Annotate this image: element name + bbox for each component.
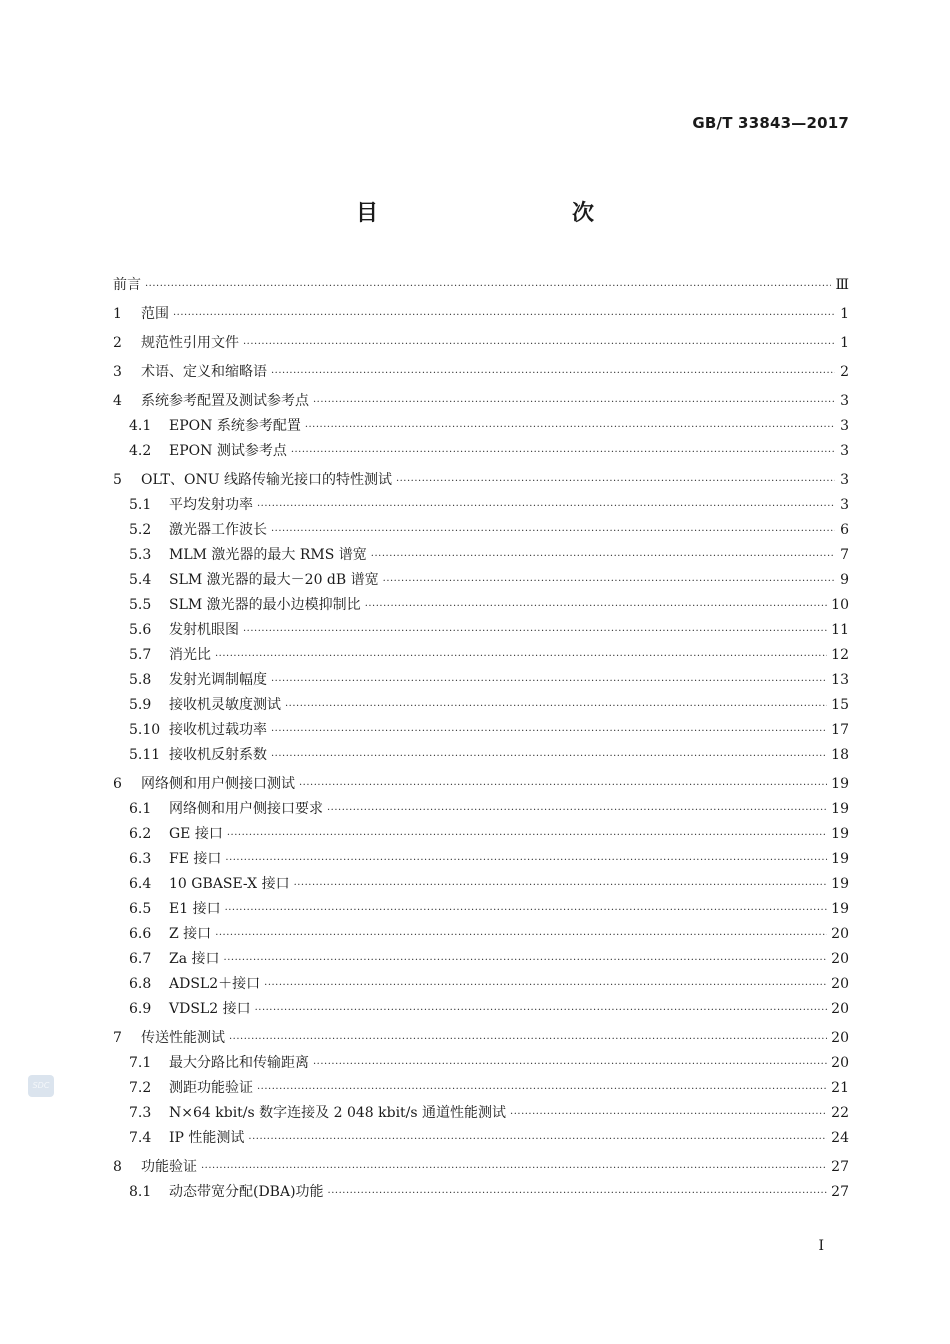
toc-leader-dots (173, 306, 835, 326)
toc-entry-label: GE 接口 (169, 826, 223, 842)
toc-entry-label: 范围 (141, 306, 169, 322)
toc-leader-dots (257, 1080, 827, 1100)
toc-leader-dots (229, 1030, 827, 1050)
toc-entry-label: 平均发射功率 (169, 497, 253, 513)
toc-leader-dots (305, 418, 835, 438)
toc-entry[interactable] (113, 695, 849, 720)
toc-entry-number: 6.6 (129, 926, 152, 942)
toc-entry-number: 6.1 (129, 801, 152, 817)
toc-entry-label: 网络侧和用户侧接口测试 (141, 776, 295, 792)
toc-entry[interactable] (113, 670, 849, 695)
toc-leader-dots (327, 801, 827, 821)
toc-entry-number: 6.8 (129, 976, 152, 992)
toc-entry-label: Z 接口 (169, 926, 212, 942)
toc-leader-dots (383, 572, 835, 592)
watermark-stamp: SDC (28, 1075, 54, 1097)
toc-leader-dots (225, 901, 828, 921)
toc-leader-dots (271, 747, 827, 767)
toc-entry-number: 6.2 (129, 826, 152, 842)
toc-entry-number: 6.4 (129, 876, 152, 892)
toc-entry-page: 20 (831, 951, 849, 967)
toc-leader-dots (145, 277, 831, 297)
footer-page-number: I (818, 1238, 824, 1254)
toc-entry[interactable] (113, 1053, 849, 1078)
toc-entry-label: 测距功能验证 (169, 1080, 253, 1096)
toc-entry-number: 7.4 (129, 1130, 152, 1146)
toc-entry-number: 6.9 (129, 1001, 152, 1017)
toc-entry-label: SLM 激光器的最小边模抑制比 (169, 597, 361, 613)
toc-entry-label: 规范性引用文件 (141, 335, 239, 351)
toc-entry-number: 4 (113, 393, 122, 409)
toc-entry-label: IP 性能测试 (169, 1130, 245, 1146)
toc-entry-page: 3 (840, 497, 849, 513)
toc-entry-page: 6 (840, 522, 849, 538)
toc-entry-number: 5.7 (129, 647, 152, 663)
toc-entry-label: 接收机过载功率 (169, 722, 267, 738)
toc-entry-label: 功能验证 (141, 1159, 197, 1175)
toc-entry[interactable] (113, 520, 849, 545)
toc-leader-dots (365, 597, 827, 617)
toc-entry-page: 1 (840, 335, 849, 351)
toc-leader-dots (396, 472, 835, 492)
toc-entry-number: 5.2 (129, 522, 152, 538)
toc-entry-page: 21 (831, 1080, 849, 1096)
toc-entry[interactable] (113, 1128, 849, 1153)
toc-entry[interactable] (113, 416, 849, 441)
toc-leader-dots (271, 722, 827, 742)
toc-entry[interactable] (113, 645, 849, 670)
toc-entry-page: 22 (831, 1105, 849, 1121)
toc-leader-dots (243, 335, 835, 355)
toc-entry-label: 传送性能测试 (141, 1030, 225, 1046)
toc-entry-number: 5.3 (129, 547, 152, 563)
toc-entry-label: 发射机眼图 (169, 622, 239, 638)
toc-entry[interactable] (113, 1157, 849, 1182)
toc-entry-number: 6.7 (129, 951, 152, 967)
toc-entry-label: EPON 测试参考点 (169, 443, 287, 459)
toc-entry-page: 19 (831, 901, 849, 917)
toc-leader-dots (371, 547, 835, 567)
toc-entry-page: 17 (831, 722, 849, 738)
toc-entry-number: 4.1 (129, 418, 152, 434)
toc-entry[interactable] (113, 391, 849, 416)
toc-entry-page: 20 (831, 926, 849, 942)
toc-entry-number: 1 (113, 306, 122, 322)
toc-leader-dots (215, 647, 827, 667)
toc-entry-page: 13 (831, 672, 849, 688)
toc-entry[interactable] (113, 570, 849, 595)
toc-entry-page: 19 (831, 876, 849, 892)
toc-entry[interactable] (113, 745, 849, 770)
toc-entry-label: ADSL2＋接口 (169, 976, 261, 992)
toc-entry-number: 5.1 (129, 497, 152, 513)
toc-entry-number: 5.6 (129, 622, 152, 638)
toc-entry-label: 激光器工作波长 (169, 522, 267, 538)
standard-number: GB/T 33843—2017 (692, 114, 849, 132)
toc-entry[interactable] (113, 774, 849, 799)
toc-entry-number: 7.3 (129, 1105, 152, 1121)
toc-leader-dots (271, 672, 827, 692)
toc-entry-label: FE 接口 (169, 851, 222, 867)
toc-entry[interactable] (113, 1182, 849, 1207)
toc-entry-label: 最大分路比和传输距离 (169, 1055, 309, 1071)
toc-leader-dots (313, 393, 835, 413)
toc-entry[interactable] (113, 849, 849, 874)
toc-entry-page: 19 (831, 826, 849, 842)
toc-entry-page: 10 (831, 597, 849, 613)
toc-entry-number: 5.4 (129, 572, 152, 588)
toc-entry-page: 7 (840, 547, 849, 563)
toc-entry[interactable] (113, 949, 849, 974)
toc-entry-number: 7.2 (129, 1080, 152, 1096)
toc-entry-number: 5.5 (129, 597, 152, 613)
toc-entry[interactable] (113, 874, 849, 899)
toc-entry-page: 19 (831, 776, 849, 792)
toc-entry-label: 术语、定义和缩略语 (141, 364, 267, 380)
toc-entry-number: 5.10 (129, 722, 161, 738)
toc-entry-page: 3 (840, 472, 849, 488)
toc-entry[interactable] (113, 924, 849, 949)
toc-entry-number: 5.9 (129, 697, 152, 713)
toc-entry[interactable] (113, 1078, 849, 1103)
toc-entry-label: N×64 kbit/s 数字连接及 2 048 kbit/s 通道性能测试 (169, 1105, 507, 1121)
toc-entry-page: 12 (831, 647, 849, 663)
toc-entry-page: 3 (840, 418, 849, 434)
toc-entry-label: 消光比 (169, 647, 211, 663)
toc-entry[interactable] (113, 333, 849, 358)
toc-leader-dots (285, 697, 827, 717)
toc-entry[interactable] (113, 470, 849, 495)
toc-entry-number: 5.11 (129, 747, 161, 763)
toc-entry[interactable] (113, 799, 849, 824)
toc-entry-label: 接收机反射系数 (169, 747, 267, 763)
toc-entry-label: 前言 (113, 277, 141, 293)
table-of-contents (113, 275, 849, 1207)
toc-leader-dots (291, 443, 835, 463)
toc-leader-dots (215, 926, 827, 946)
toc-leader-dots (299, 776, 827, 796)
toc-leader-dots (255, 1001, 828, 1021)
toc-entry[interactable] (113, 275, 849, 300)
toc-entry[interactable] (113, 720, 849, 745)
toc-entry-label: OLT、ONU 线路传输光接口的特性测试 (141, 472, 392, 488)
toc-entry-label: VDSL2 接口 (169, 1001, 251, 1017)
toc-leader-dots (313, 1055, 827, 1075)
toc-entry-page: 27 (831, 1159, 849, 1175)
toc-leader-dots (294, 876, 828, 896)
toc-entry-page: 3 (840, 443, 849, 459)
toc-entry-number: 6 (113, 776, 122, 792)
toc-leader-dots (271, 364, 835, 384)
toc-entry-label: MLM 激光器的最大 RMS 谱宽 (169, 547, 367, 563)
toc-entry-page: 20 (831, 1055, 849, 1071)
toc-entry[interactable] (113, 974, 849, 999)
toc-entry-label: 10 GBASE-X 接口 (169, 876, 290, 892)
toc-leader-dots (224, 951, 828, 971)
toc-entry-number: 7 (113, 1030, 122, 1046)
toc-entry-number: 8 (113, 1159, 122, 1175)
toc-entry-label: 网络侧和用户侧接口要求 (169, 801, 323, 817)
toc-entry-number: 7.1 (129, 1055, 152, 1071)
toc-entry-number: 8.1 (129, 1184, 152, 1200)
toc-entry-page: 15 (831, 697, 849, 713)
toc-entry[interactable] (113, 362, 849, 387)
toc-entry-label: Za 接口 (169, 951, 220, 967)
toc-entry-page: 24 (831, 1130, 849, 1146)
toc-entry-page: 11 (831, 622, 849, 638)
toc-entry-number: 5 (113, 472, 122, 488)
toc-entry-page: 19 (831, 851, 849, 867)
page-title: 目 次 (355, 200, 644, 226)
toc-leader-dots (248, 1130, 827, 1150)
toc-entry[interactable] (113, 441, 849, 466)
toc-entry[interactable] (113, 595, 849, 620)
toc-entry[interactable] (113, 1103, 849, 1128)
toc-entry-number: 6.3 (129, 851, 152, 867)
toc-entry-number: 4.2 (129, 443, 152, 459)
toc-entry-page: 27 (831, 1184, 849, 1200)
toc-leader-dots (257, 497, 835, 517)
toc-leader-dots (201, 1159, 827, 1179)
toc-entry-page: 1 (840, 306, 849, 322)
toc-entry-label: 发射光调制幅度 (169, 672, 267, 688)
toc-entry-number: 5.8 (129, 672, 152, 688)
toc-entry-page: 20 (831, 1001, 849, 1017)
toc-entry-page: 9 (840, 572, 849, 588)
toc-entry[interactable] (113, 899, 849, 924)
toc-entry-page: Ⅲ (835, 277, 849, 293)
toc-leader-dots (264, 976, 827, 996)
toc-entry-number: 6.5 (129, 901, 152, 917)
toc-entry-page: 20 (831, 976, 849, 992)
toc-entry-page: 2 (840, 364, 849, 380)
toc-leader-dots (328, 1184, 828, 1204)
toc-entry[interactable] (113, 1028, 849, 1053)
toc-leader-dots (225, 851, 827, 871)
toc-entry-label: E1 接口 (169, 901, 221, 917)
toc-entry-label: 接收机灵敏度测试 (169, 697, 281, 713)
toc-entry-page: 3 (840, 393, 849, 409)
toc-entry[interactable] (113, 545, 849, 570)
toc-leader-dots (243, 622, 827, 642)
toc-leader-dots (271, 522, 835, 542)
toc-entry-label: 系统参考配置及测试参考点 (141, 393, 309, 409)
toc-entry-label: SLM 激光器的最大－20 dB 谱宽 (169, 572, 379, 588)
toc-entry-label: EPON 系统参考配置 (169, 418, 301, 434)
toc-entry[interactable] (113, 304, 849, 329)
toc-entry-page: 20 (831, 1030, 849, 1046)
toc-entry-number: 3 (113, 364, 122, 380)
toc-entry[interactable] (113, 495, 849, 520)
toc-leader-dots (227, 826, 827, 846)
toc-entry-page: 19 (831, 801, 849, 817)
toc-leader-dots (510, 1105, 827, 1125)
toc-entry-label: 动态带宽分配(DBA)功能 (169, 1184, 324, 1200)
toc-entry[interactable] (113, 824, 849, 849)
toc-entry[interactable] (113, 999, 849, 1024)
toc-entry-number: 2 (113, 335, 122, 351)
toc-entry[interactable] (113, 620, 849, 645)
toc-entry-page: 18 (831, 747, 849, 763)
